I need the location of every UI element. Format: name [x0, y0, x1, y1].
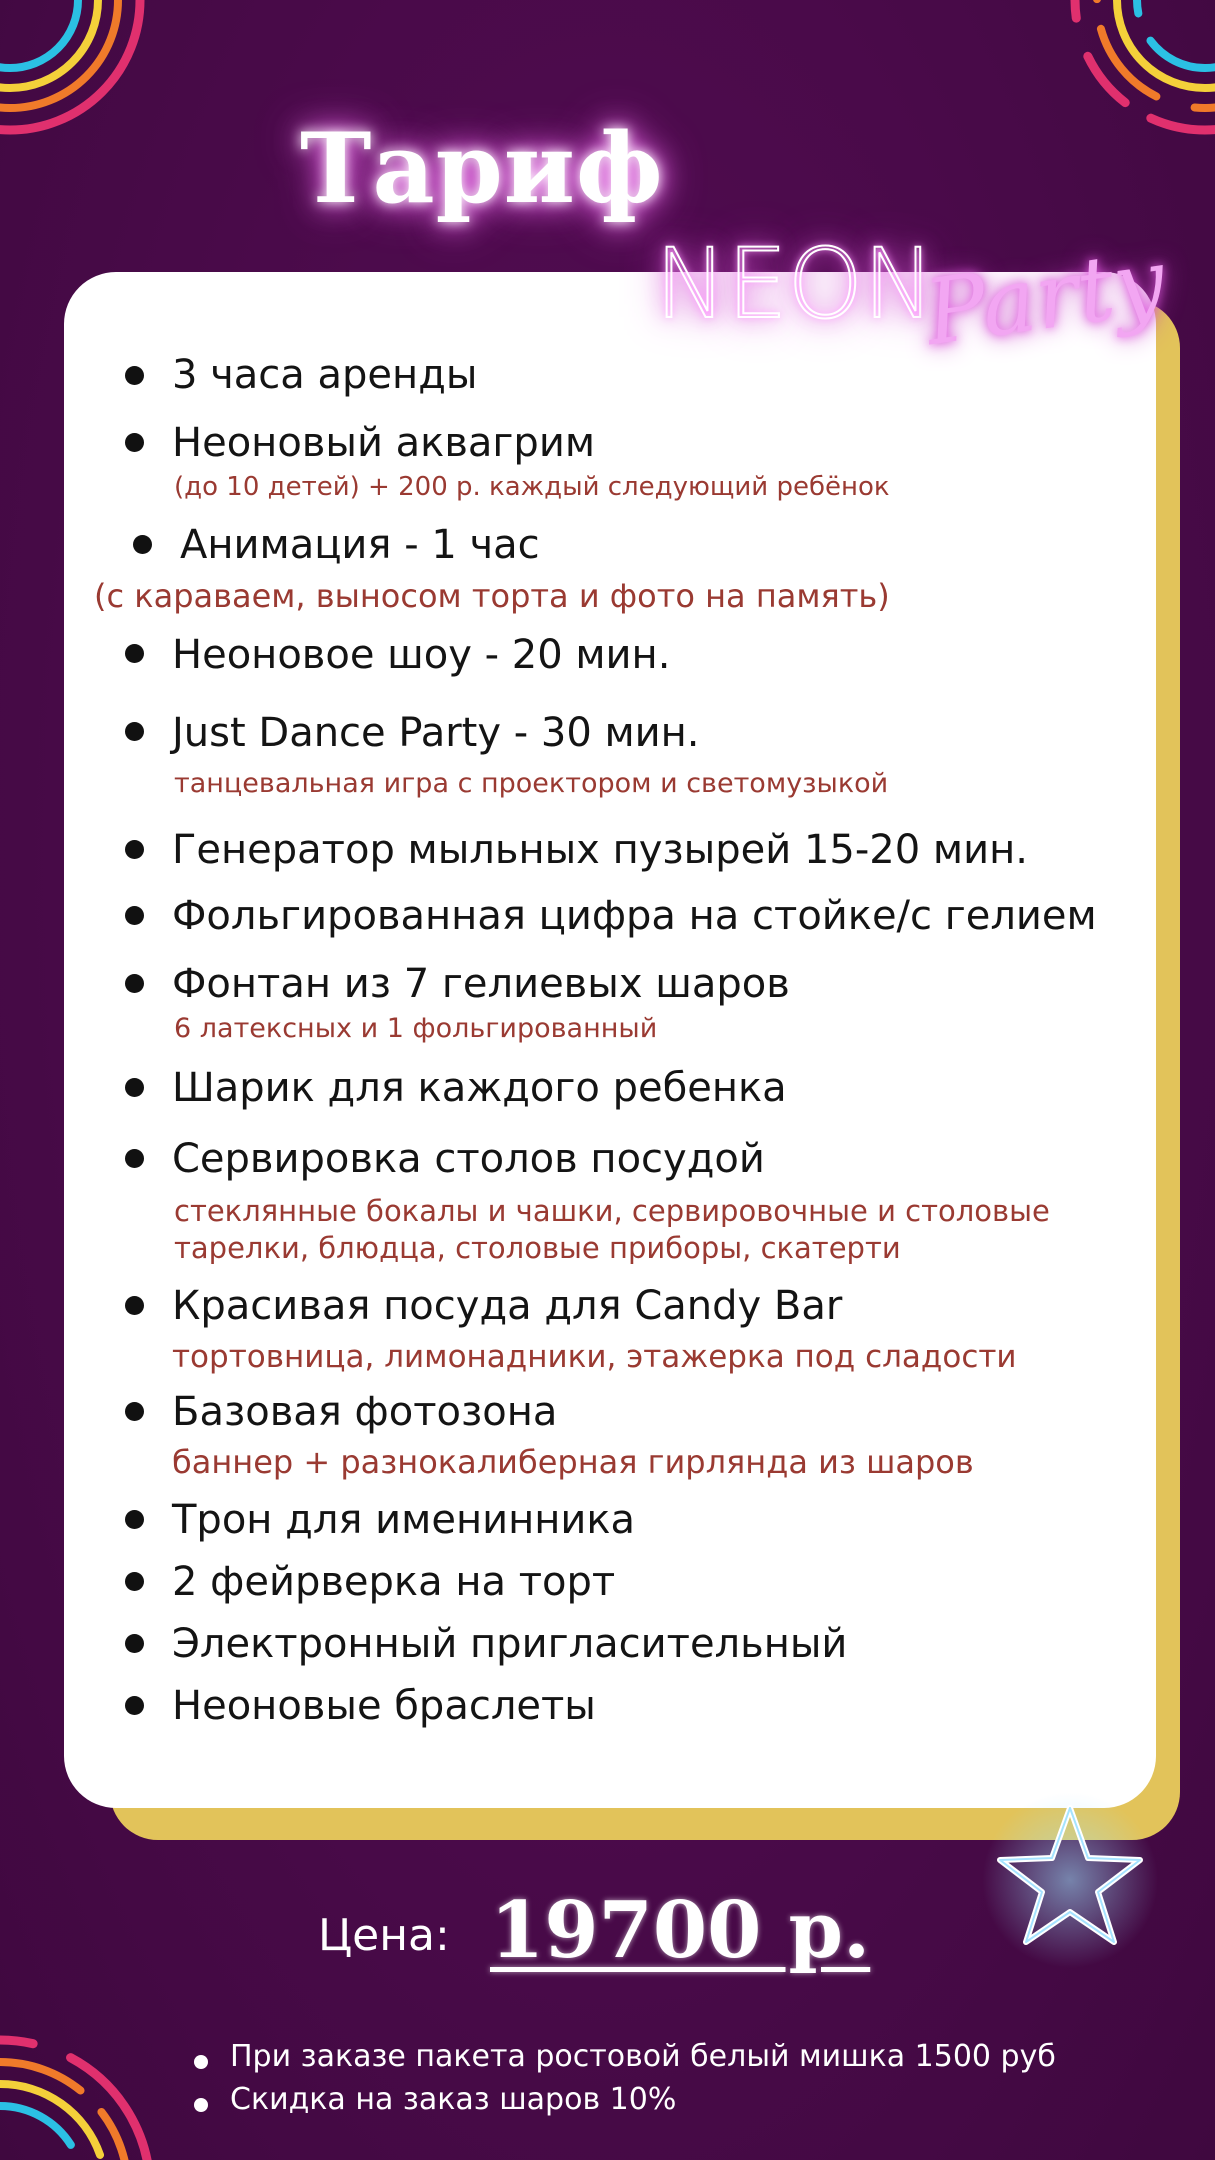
bullet-dot-icon — [125, 1296, 144, 1315]
bullet-dot-icon — [133, 535, 152, 554]
item-title: Трон для именинника — [172, 1497, 636, 1543]
note-item: Скидка на заказ шаров 10% — [230, 2082, 677, 2117]
item-title: 2 фейрверка на торт — [172, 1559, 616, 1605]
bullet-dot-icon — [125, 1696, 144, 1715]
note-item: При заказе пакета ростовой белый мишка 1500 руб — [230, 2039, 1056, 2074]
party-brand-script: Party — [918, 228, 1172, 367]
item-title: Электронный пригласительный — [172, 1621, 848, 1667]
bullet-dot-icon — [194, 2055, 208, 2069]
item-subtitle-line2: тарелки, блюдца, столовые приборы, скатерти — [174, 1231, 901, 1265]
bullet-dot-icon — [125, 974, 144, 993]
price-label: Цена: — [318, 1910, 450, 1961]
item-title: Фонтан из 7 гелиевых шаров — [172, 961, 790, 1007]
bullet-dot-icon — [125, 840, 144, 859]
bullet-dot-icon — [125, 722, 144, 741]
neon-rings-top-right-icon — [1065, 0, 1215, 150]
item-subtitle: тортовница, лимонадники, этажерка под сладости — [172, 1339, 1017, 1375]
item-title: Фольгированная цифра на стойке/с гелием — [172, 893, 1097, 939]
item-title: Сервировка столов посудой — [172, 1136, 765, 1182]
page-title: Тариф — [300, 112, 664, 225]
item-title: Красивая посуда для Candy Bar — [172, 1283, 843, 1329]
bullet-dot-icon — [125, 644, 144, 663]
bullet-dot-icon — [125, 1402, 144, 1421]
item-title: Неоновый аквагрим — [172, 420, 595, 466]
bullet-dot-icon — [125, 366, 144, 385]
bullet-dot-icon — [125, 906, 144, 925]
bullet-dot-icon — [125, 433, 144, 452]
item-title: Just Dance Party - 30 мин. — [172, 710, 700, 756]
neon-rings-top-left-icon — [0, 0, 150, 150]
item-subtitle: баннер + разнокалиберная гирлянда из шаров — [172, 1443, 974, 1481]
neon-rings-bottom-left-icon — [0, 2000, 180, 2160]
item-title: Шарик для каждого ребенка — [172, 1065, 787, 1111]
bullet-dot-icon — [125, 1634, 144, 1653]
item-subtitle: танцевальная игра с проектором и светомузыкой — [174, 768, 889, 799]
price-value: 19700 р. — [490, 1885, 871, 1976]
item-subtitle: (до 10 детей) + 200 р. каждый следующий ребёнок — [174, 472, 890, 502]
item-title: Базовая фотозона — [172, 1389, 558, 1435]
item-subtitle: стеклянные бокалы и чашки, сервировочные и столовые — [174, 1194, 1050, 1228]
item-subtitle: 6 латексных и 1 фольгированный — [174, 1013, 658, 1044]
bullet-dot-icon — [125, 1078, 144, 1097]
bullet-dot-icon — [194, 2098, 208, 2112]
item-title: 3 часа аренды — [172, 352, 478, 398]
bullet-dot-icon — [125, 1149, 144, 1168]
item-title: Неоновое шоу - 20 мин. — [172, 632, 671, 678]
bullet-dot-icon — [125, 1510, 144, 1529]
item-title: Неоновые браслеты — [172, 1683, 596, 1729]
neon-brand-word: NEON — [655, 228, 935, 340]
item-subtitle: (с караваем, выносом торта и фото на память) — [94, 577, 890, 615]
item-title: Анимация - 1 час — [180, 522, 540, 568]
neon-star-icon — [980, 1790, 1160, 1974]
item-title: Генератор мыльных пузырей 15-20 мин. — [172, 827, 1028, 873]
bullet-dot-icon — [125, 1572, 144, 1591]
